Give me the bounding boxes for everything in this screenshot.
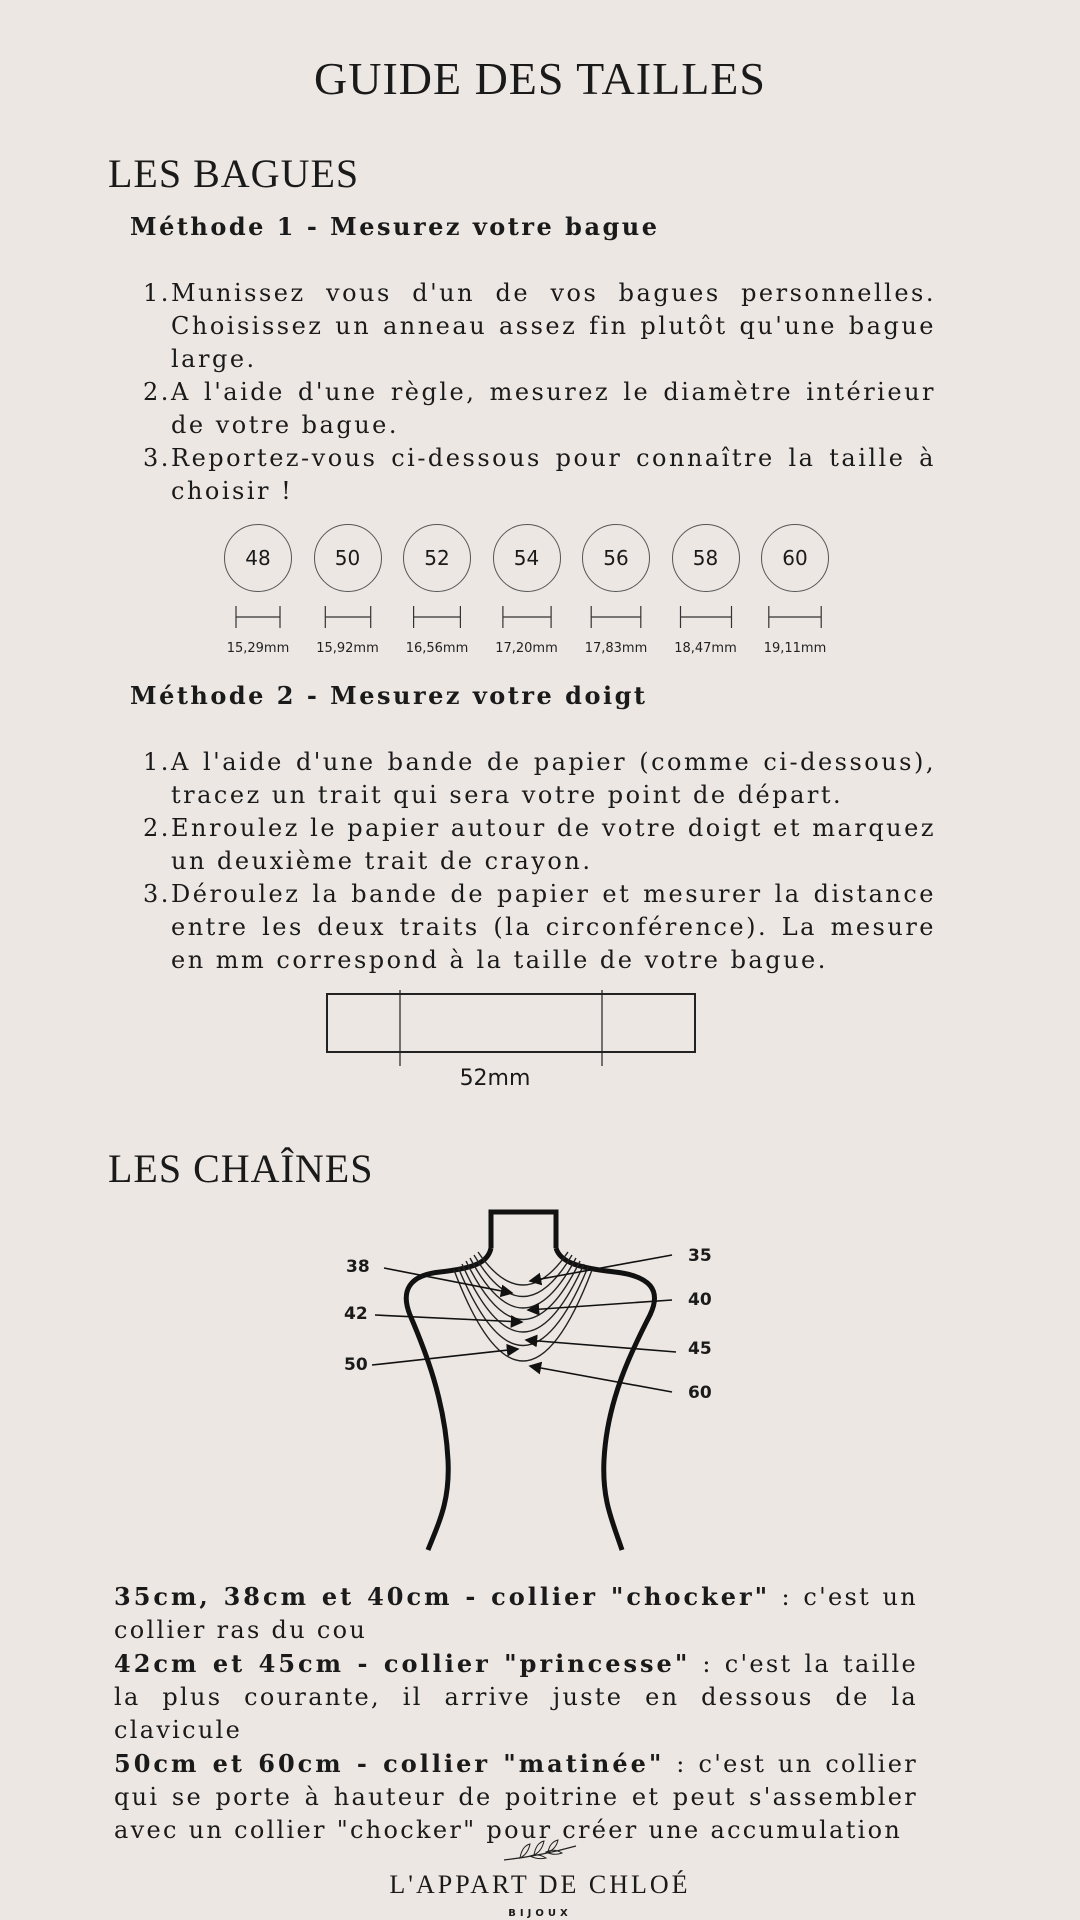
diameter-tick-icon <box>765 604 825 630</box>
ring-diameter-58: 18,47mm <box>674 641 737 656</box>
ring-diameter-54: 17,20mm <box>495 641 558 656</box>
method2-title: Méthode 2 - Mesurez votre doigt <box>130 681 648 710</box>
ring-size-56: 56 <box>582 524 650 592</box>
list-item: 3. Déroulez la bande de papier et mesurer la distance entre les deux traits (la circonférence). La mesure en mm correspond à la taille de votre bague. <box>143 880 936 974</box>
ring-size-52: 52 <box>403 524 471 592</box>
diameter-tick-icon <box>586 604 646 630</box>
chain-label-45: 45 <box>688 1339 712 1359</box>
ring-size-48: 48 <box>224 524 292 592</box>
chain-description-princesse: 42cm et 45cm - collier "princesse" : c'est la taille la plus courante, il arrive juste en dessous de la clavicule <box>114 1649 919 1744</box>
chain-label-50: 50 <box>344 1355 368 1375</box>
ring-diameter-56: 17,83mm <box>584 641 648 656</box>
ring-diameter-52: 16,56mm <box>405 641 469 656</box>
leaf-branch-icon <box>500 1836 580 1866</box>
method1-steps <box>130 277 936 508</box>
chains-section-title: LES CHAÎNES <box>108 1146 374 1191</box>
chain-description-matinee: 50cm et 60cm - collier "matinée" : c'est un collier qui se porte à hauteur de poitrine et peut s'assembler avec un collier "chocker" pour créer une accumulation <box>114 1749 919 1844</box>
chain-descriptions <box>114 1580 918 1847</box>
ring-size-50: 50 <box>314 524 382 592</box>
ring-diameter-48: 15,29mm <box>226 641 290 656</box>
method2-steps <box>130 746 936 977</box>
ring-size-60: 60 <box>761 524 829 592</box>
page-title: GUIDE DES TAILLES <box>314 53 766 104</box>
diameter-tick-icon <box>318 604 378 630</box>
chain-label-60: 60 <box>688 1383 712 1403</box>
chain-description-chocker: 35cm, 38cm et 40cm - collier "chocker" : c'est un collier ras du cou <box>114 1582 918 1644</box>
brand-name: L'APPART DE CHLOÉ <box>389 1870 691 1899</box>
paper-measure-label: 52mm <box>459 1066 531 1091</box>
ring-diameter-50: 15,92mm <box>316 641 379 656</box>
brand-subtitle: BIJOUX <box>508 1908 572 1919</box>
necklace-bust-illustration <box>0 1200 1080 1560</box>
chain-label-38: 38 <box>346 1257 370 1277</box>
list-item: 1. Munissez vous d'un de vos bagues personnelles. Choisissez un anneau assez fin plutôt qu'une bague large. <box>143 279 936 373</box>
method1-title: Méthode 1 - Mesurez votre bague <box>130 212 660 241</box>
ring-diameter-60: 19,11mm <box>763 641 827 656</box>
list-item: 2. A l'aide d'une règle, mesurez le diamètre intérieur de votre bague. <box>143 378 936 439</box>
paper-strip-illustration <box>320 988 700 1068</box>
ring-size-58: 58 <box>672 524 740 592</box>
list-item: 1. A l'aide d'une bande de papier (comme ci-dessous), tracez un trait qui sera votre point de départ. <box>143 748 936 809</box>
ring-size-54: 54 <box>493 524 561 592</box>
chain-label-35: 35 <box>688 1246 712 1266</box>
list-item: 2. Enroulez le papier autour de votre doigt et marquez un deuxième trait de crayon. <box>143 814 936 875</box>
chain-label-42: 42 <box>344 1304 368 1324</box>
list-item: 3. Reportez-vous ci-dessous pour connaître la taille à choisir ! <box>143 444 936 505</box>
diameter-tick-icon <box>676 604 736 630</box>
rings-section-title: LES BAGUES <box>108 151 360 196</box>
diameter-tick-icon <box>497 604 557 630</box>
chain-label-40: 40 <box>688 1290 712 1310</box>
diameter-tick-icon <box>228 604 288 630</box>
diameter-tick-icon <box>407 604 467 630</box>
